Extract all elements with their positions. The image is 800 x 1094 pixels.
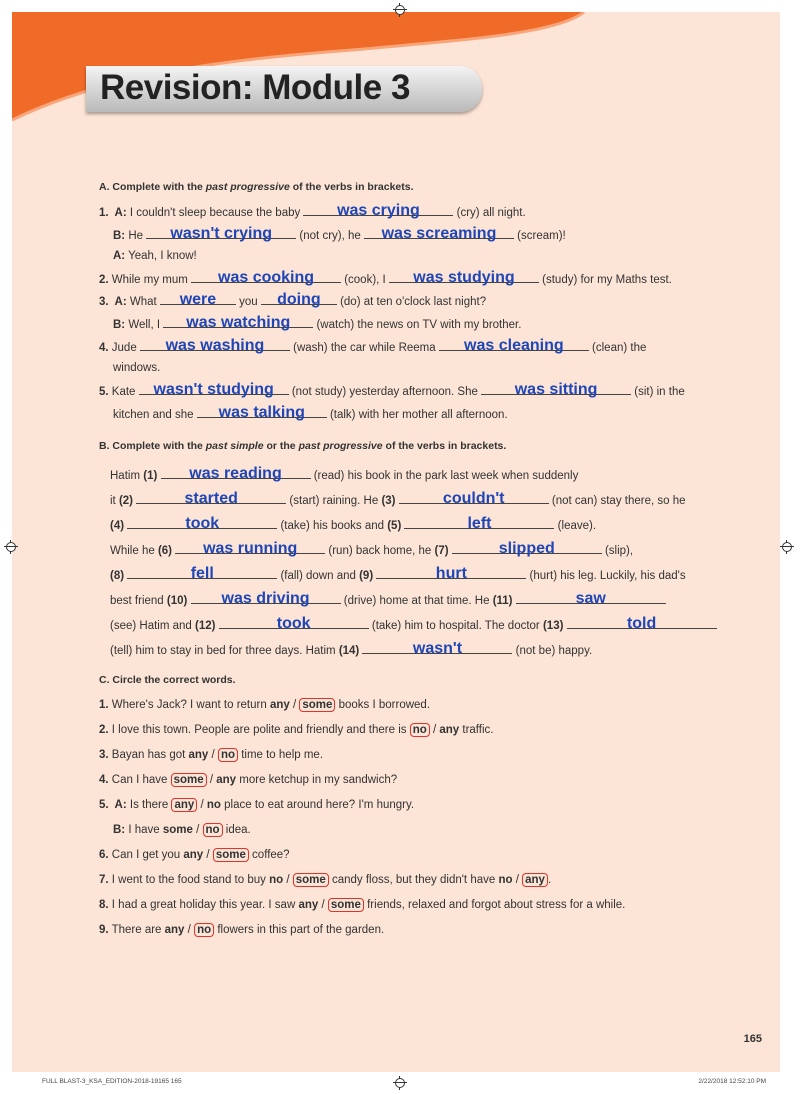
c-line-9: 8. I had a great holiday this year. I saw any / some friends, relaxed and forgot about stress for a while. <box>99 899 626 911</box>
answer: was running <box>203 540 298 557</box>
c-line-1: 1. Where's Jack? I want to return any / some books I borrowed. <box>99 699 431 711</box>
answer: was cleaning <box>464 337 564 354</box>
b-line-1: Hatim (1) was reading (read) his book in the park last week when suddenly <box>110 465 579 482</box>
a-line-8: windows. <box>113 362 161 374</box>
c-line-8: 7. I went to the food stand to buy no / some candy floss, but they didn't have no / any . <box>99 874 552 886</box>
section-c-title: C. Circle the correct words. <box>99 674 236 686</box>
answer: was reading <box>189 465 282 482</box>
answer: left <box>467 515 492 532</box>
answer: started <box>184 490 238 507</box>
answer: was screaming <box>381 225 497 242</box>
registration-mark-icon <box>4 540 18 554</box>
a-line-3: A: Yeah, I know! <box>113 250 197 262</box>
c-line-6: B: I have some / no idea. <box>113 824 251 836</box>
a-line-4: 2. While my mum was cooking (cook), I was studying (study) for my Maths test. <box>99 269 672 286</box>
answer: couldn't <box>442 490 505 507</box>
answer: was washing <box>165 337 265 354</box>
answer: hurt <box>435 565 467 582</box>
c-line-4: 4. Can I have some / any more ketchup in my sandwich? <box>99 774 398 786</box>
a-line-10: kitchen and she was talking (talk) with her mother all afternoon. <box>113 404 508 421</box>
a-line-1: 1. A: I couldn't sleep because the baby was crying (cry) all night. <box>99 202 526 219</box>
answer: took <box>185 515 220 532</box>
c-line-3: 3. Bayan has got any / no time to help me. <box>99 749 324 761</box>
footer-right: 2/22/2018 12:52:10 PM <box>698 1078 766 1085</box>
registration-mark-icon <box>780 540 794 554</box>
a-line-2: B: He wasn't crying (not cry), he was screaming (scream)! <box>113 225 566 242</box>
answer: fell <box>190 565 214 582</box>
a-line-5: 3. A: What were you doing (do) at ten o'clock last night? <box>99 291 487 308</box>
footer-left: FULL BLAST-3_KSA_EDITION-2018-19165 165 <box>42 1078 182 1085</box>
b-line-7: (see) Hatim and (12) took (take) him to hospital. The doctor (13) told <box>110 617 717 633</box>
answer: was sitting <box>514 381 598 398</box>
answer: wasn't <box>412 640 463 657</box>
answer: was watching <box>186 314 291 331</box>
answer: saw <box>575 590 606 607</box>
answer: was cooking <box>218 269 315 286</box>
page-number: 165 <box>743 1033 762 1045</box>
answer: took <box>276 615 311 632</box>
b-line-2: it (2) started (start) raining. He (3) couldn't (not can) stay there, so he <box>110 490 686 507</box>
answer: was talking <box>218 404 305 421</box>
answer: told <box>626 615 657 632</box>
section-b-title: B. Complete with the past simple or the past progressive of the verbs in brackets. <box>99 440 507 452</box>
answer: were <box>179 291 217 308</box>
c-line-2: 2. I love this town. People are polite and friendly and there is no / any traffic. <box>99 724 494 736</box>
b-line-3: (4) took (take) his books and (5) left (leave). <box>110 515 597 532</box>
section-a-title: A. Complete with the past progressive of the verbs in brackets. <box>99 181 414 193</box>
registration-mark-icon <box>393 1076 407 1090</box>
c-line-10: 9. There are any / no flowers in this part of the garden. <box>99 924 385 936</box>
b-line-6: best friend (10) was driving (drive) home at that time. He (11) saw <box>110 592 666 608</box>
b-line-4: While he (6) was running (run) back home, he (7) slipped (slip), <box>110 540 634 557</box>
a-line-6: B: Well, I was watching (watch) the news on TV with my brother. <box>113 314 522 331</box>
b-line-8: (tell) him to stay in bed for three days. Hatim (14) wasn't (not be) happy. <box>110 640 593 657</box>
a-line-9: 5. Kate wasn't studying (not study) yesterday afternoon. She was sitting (sit) in the <box>99 381 685 398</box>
answer: doing <box>277 291 321 308</box>
answer: slipped <box>498 540 555 557</box>
page-title: Revision: Module 3 <box>100 68 410 107</box>
answer: was studying <box>413 269 515 286</box>
a-line-7: 4. Jude was washing (wash) the car while Reema was cleaning (clean) the <box>99 337 647 354</box>
answer: wasn't studying <box>153 381 274 398</box>
c-line-7: 6. Can I get you any / some coffee? <box>99 849 290 861</box>
b-line-5: (8) fell (fall) down and (9) hurt (hurt) his leg. Luckily, his dad's <box>110 565 686 582</box>
answer: wasn't crying <box>170 225 273 242</box>
c-line-5: 5. A: Is there any / no place to eat around here? I'm hungry. <box>99 799 415 811</box>
answer: was driving <box>221 590 310 607</box>
registration-mark-icon <box>393 3 407 17</box>
answer: was crying <box>337 202 420 219</box>
